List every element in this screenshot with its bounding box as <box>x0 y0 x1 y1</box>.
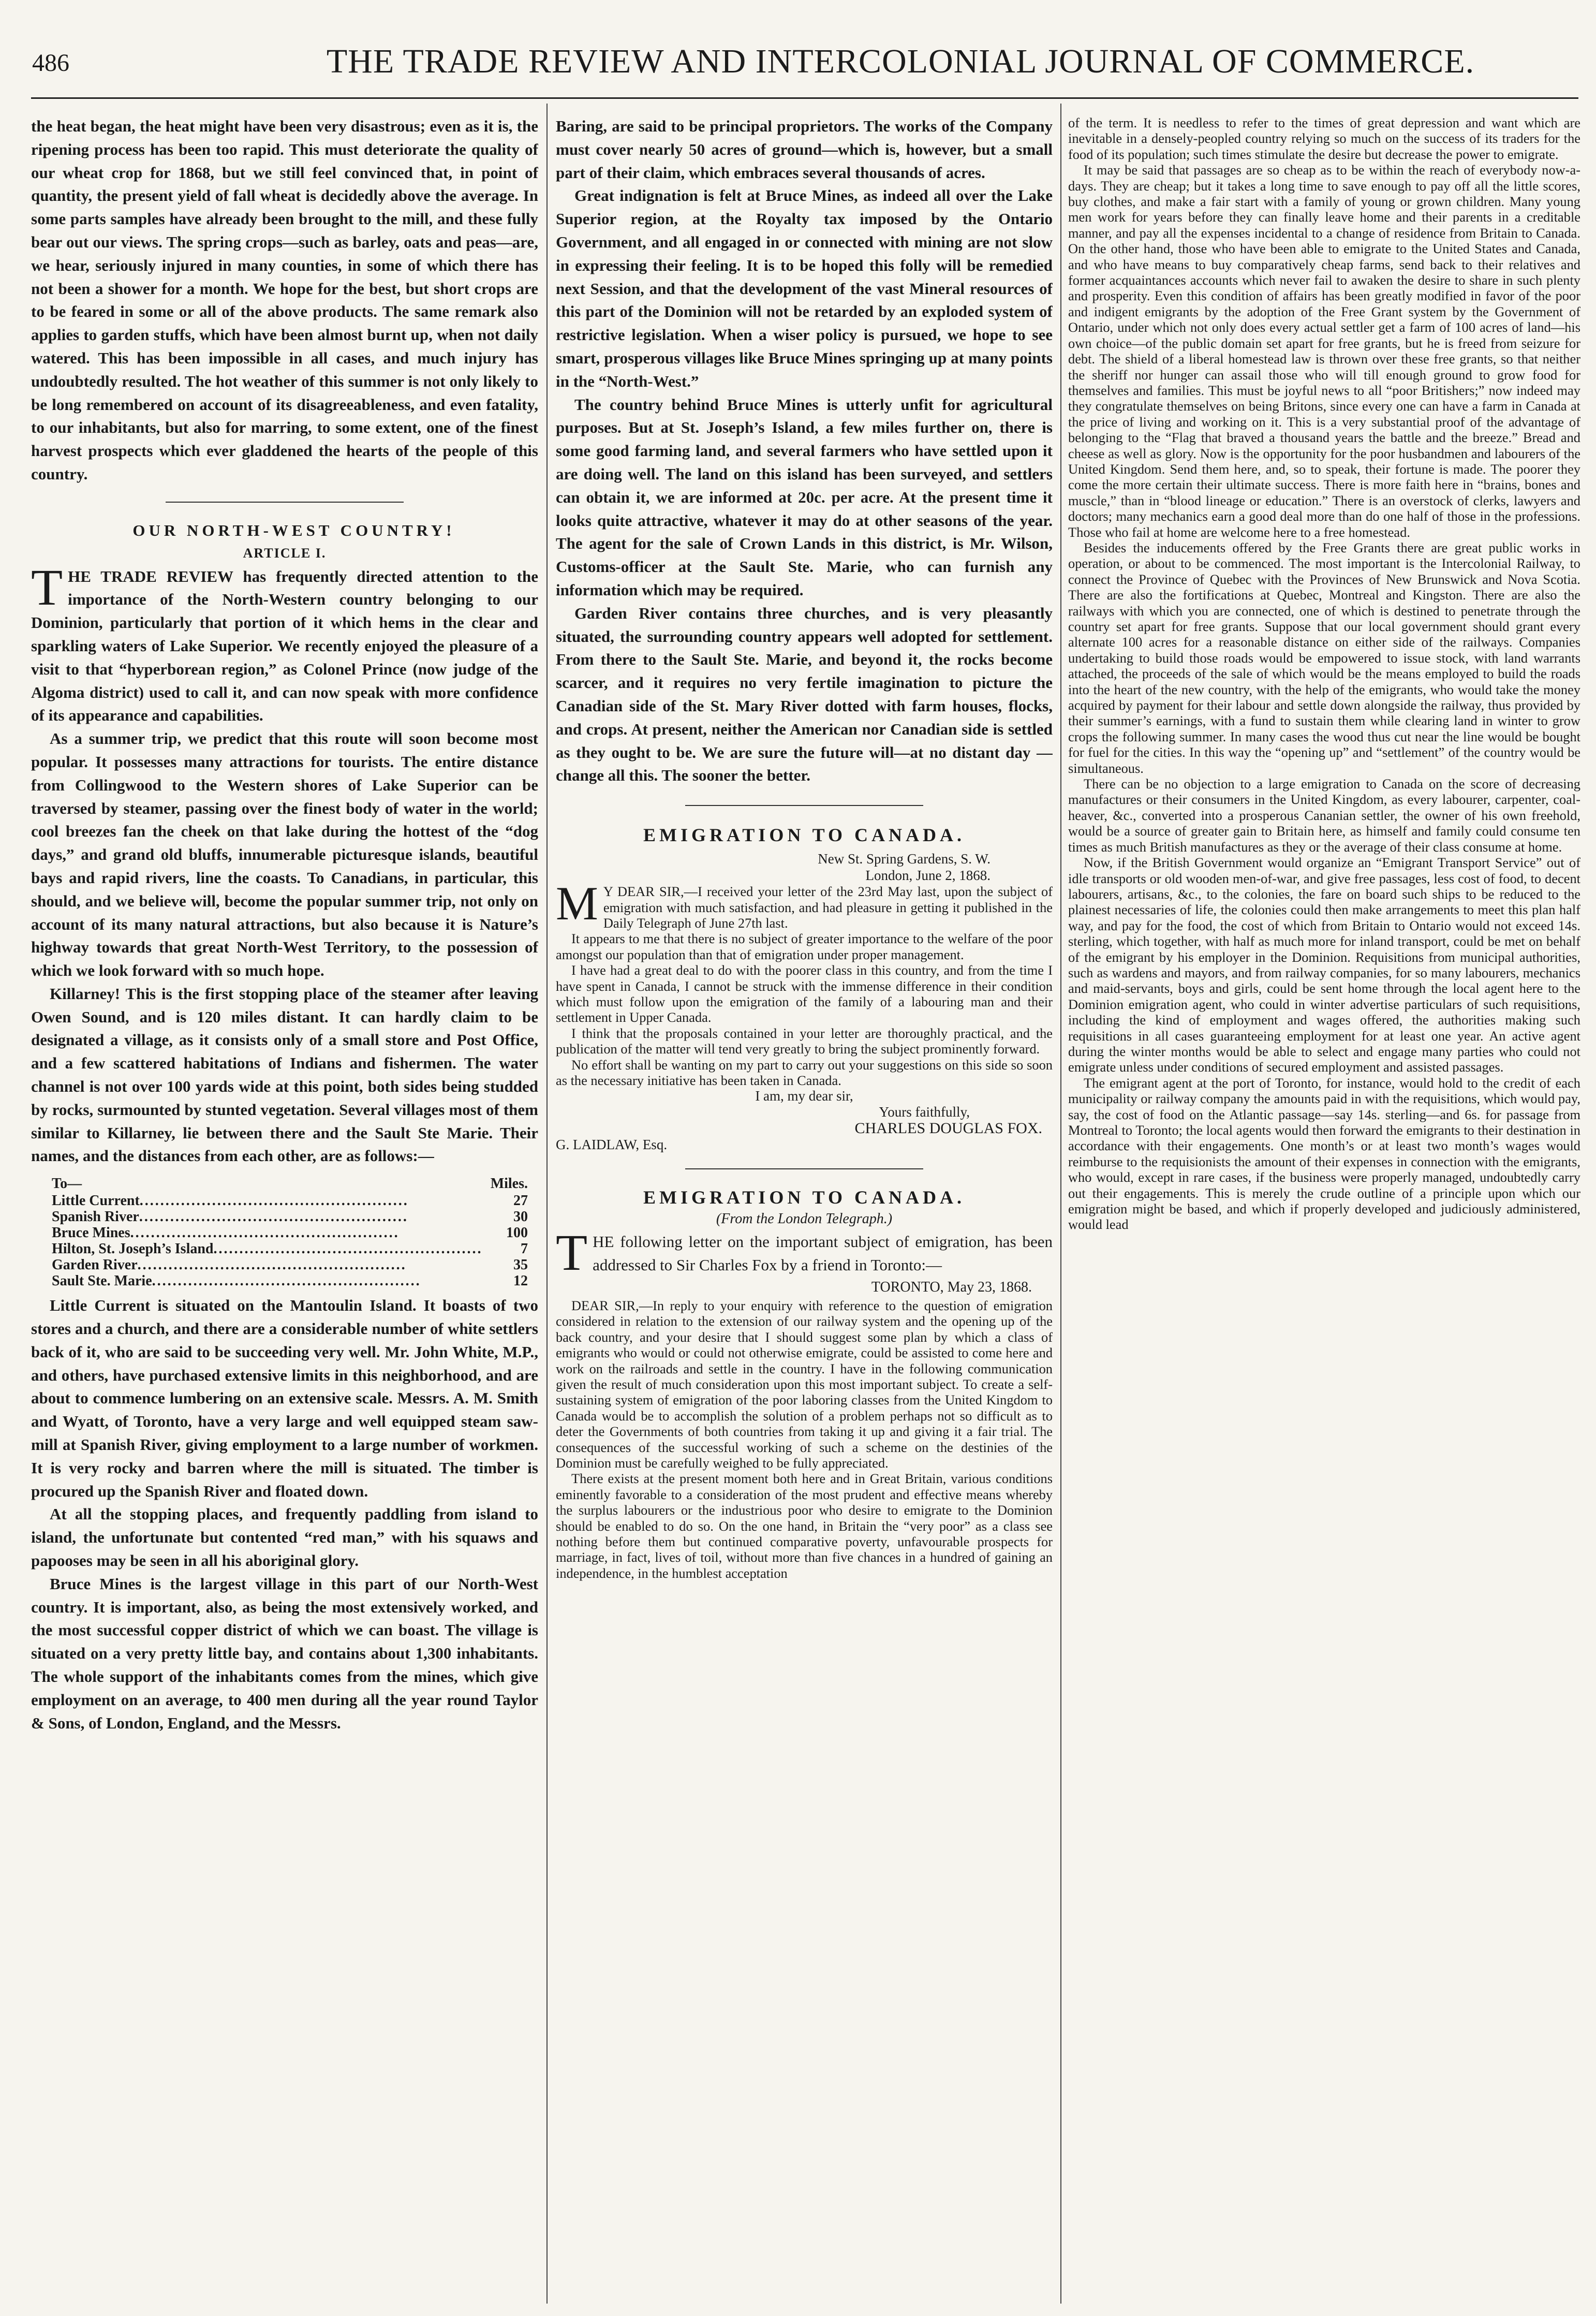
letter-2-continued-1: of the term. It is needless to refer to the times of great depression and want which are inevitable in a densely-peopled country relying so much on the success of its traders for the food of its population; such times stimulate the desire but decrease the power to emigrate. <box>1068 115 1580 162</box>
letter-1-paragraph-3: I have had a great deal to do with the poorer class in this country, and from the time I have spent in Canada, I cannot be struck with the immense difference in their condition which must follow upon the emigration of the family of a labouring man and their settlement in Upper Canada. <box>556 962 1053 1025</box>
north-west-paragraph-6: Bruce Mines is the largest village in this part of our North-West country. It is important, also, as being the most extensively worked, and the most successful copper district of which we can boast. The village is situated on a very pretty little bay, and contains about 1,300 inhabitants. The whole support of the inhabitants comes from the mines, which give employment on an average, to 400 men during all the year round Taylor & Sons, of London, England, and the Messrs. <box>31 1574 538 1732</box>
north-west-article-label: ARTICLE I. <box>243 545 327 561</box>
letter-1-paragraph-4: I think that the proposals contained in your letter are thoroughly practical, and the publication of the matter will tend very greatly to bring the subject prominently forward. <box>556 1025 1053 1057</box>
letter-2-paragraph-1: DEAR SIR,—In reply to your enquiry with reference to the question of emigration considered in relation to the extension of our railway system and the opening up of the back country, and your desire that I should suggest some plan by which a class of emigrants who would or could not otherwise emigrate, could be assisted to come here and work on the railroads and settle in the country. I have in the following communication given the result of much consideration upon this most important subject. To create a self-sustaining system of emigration of the poor laboring classes from the United Kingdom to Canada would be to accomplish the solution of a problem perhaps not so difficult as to deter the Governments of both countries from taking it up and giving it a fair trial. The consequences of the successful working of such a scheme on the destinies of the Dominion must be carefully weighed to be fully appreciated. <box>556 1297 1053 1471</box>
column-2 <box>556 115 1053 2302</box>
letter-1-signature: CHARLES DOUGLAS FOX. <box>854 1120 1042 1137</box>
letter-address-line-1: New St. Spring Gardens, S. W. <box>818 851 991 867</box>
table-to-label: To— <box>52 1176 82 1192</box>
letter-2-continued-3: Besides the inducements offered by the Free Grants there are great public works in operation, or about to be commenced. The most important is the Intercolonial Railway, to connect the Province of Quebec with the Provinces of New Brunswick and Nova Scotia. There are also the fortifications at Quebec, Montreal and Kingston. There are also the railways with which you are connected, one of which is destined to penetrate through the country set apart for free grants. Suppose that our local government should grant every alternate 100 acres for a reasonable distance on either side of the railways. Companies undertaking to build those roads would be empowered to issue stock, with land warrants attached, the proceeds of the sale of which would be the means employed to build the roads into the heart of the new country, with the help of the emigrants, who would take the money acquired by payment for their labour and settle down alongside the railway, thus provided by their summer’s earnings, with a fund to sustain them while clearing land in winter to grow crops the following summer. In many cases the wood thus cut near the line would be bought for fuel for the cities. In this way the “opening up” and “settlement” of the country would be simultaneous. <box>1068 539 1580 776</box>
letter-2-continued-5: Now, if the British Government would organize an “Emigrant Transport Service” out of idle transports or old wooden men-of-war, and give free passages, less cost of food, to decent labourers, artisans, &c., to the colonies, the fare on board such ships to be reduced to the plainest necessaries of life, the colonies could then make arrangements to meet this plan half way, and pay for the food, the cost of which from Britain to Ontario would not exceed 14s. sterling, which together, with half as much more for inland transport, could be met on behalf of the emigrant by his employer in the Dominion. Requisitions from municipal authorities, such as wardens and mayors, and from railway companies, for so many labourers, mechanics and maid-servants, boys and girls, could be sent home through the local agent here to the Dominion emigration agent, who could in winter advertise particulars of such requisitions, including the kind of employment and wages offered, the authorities making such requisitions in all cases guaranteeing employment for at least one year. An active agent during the winter months would be able to select and engage many parties who could not emigrate unless under conditions of secured employment and assisted passages. <box>1068 855 1580 1075</box>
north-west-continued-1: Baring, are said to be principal proprietors. The works of the Company must cover nearly 50 acres of ground—which is, however, but a small part of their claim, which embraces several thousands of acres. <box>556 117 1053 182</box>
table-row: Little Current .................................................... 27 <box>52 1193 528 1209</box>
emigration-headline-2: EMIGRATION TO CANADA. <box>643 1187 966 1208</box>
letter-2-dateline: TORONTO, May 23, 1868. <box>871 1279 1032 1295</box>
north-west-paragraph-4: Little Current is situated on the Mantoulin Island. It boasts of two stores and a church, and there are a considerable number of white settlers back of it, who are said to be succeeding very well. Mr. John White, M.P., and others, have purchased extensive limits in this neighborhood, and are about to commence lumbering on an extensive scale. Messrs. A. M. Smith and Wyatt, of Toronto, have a very large and well equipped steam saw-mill at Spanish River, giving employment to a large number of workmen. It is very rocky and barren where the mill is situated. The timber is procured up the Spanish River and floated down. <box>31 1296 538 1500</box>
table-row: Hilton, St. Joseph’s Island .................................................... 7 <box>52 1241 528 1257</box>
page-number: 486 <box>32 49 69 77</box>
table-row: Bruce Mines .................................................... 100 <box>52 1225 528 1241</box>
harvest-paragraph: the heat began, the heat might have been very disastrous; even as it is, the ripening process has been too rapid. This must deteriorate the quality of our wheat crop for 1868, but we still feel convinced that, in point of quantity, the present yield of fall wheat is decidedly above the average. In some parts samples have already been brought to the mill, and these fully bear out our views. The spring crops—such as barley, oats and peas—are, we hear, seriously injured in many counties, in some of which there has not been a shower for a month. We hope for the best, but short crops are to be feared in some or all of the above products. The same remark also applies to garden stuffs, which have been almost burnt up, when not daily watered. This has been impossible in all cases, and much injury has undoubtedly resulted. The hot weather of this summer is not only likely to be long remembered on account of its disagreeableness, and even fatality, to our inhabitants, but also for marring, to some extent, one of the finest harvest prospects which ever gladdened the hearts of the people of this country. <box>31 117 538 483</box>
dropcap: T <box>31 558 63 616</box>
letter-2-continued-2: It may be said that passages are so cheap as to be within the reach of everybody now-a-days. They are cheap; but it takes a long time to save enough to pay off all the little scores, buy clothes, and make a fair start with a family of young or grown children. Many young men work for years before they can finally leave home and their parents in a creditable manner, and pay all the expenses incidental to a change of residence from Britain to Canada. On the other hand, those who have been able to emigrate to the United States and Canada, and who have means to buy comparatively cheap farms, send back to their relatives and former acquaintances accounts which never fail to awaken the desire to share in such plenty and prosperity. Even this condition of affairs has been greatly modified in favor of the poor and indigent emigrants by the adoption of the Free Grant system by the Government of Ontario, under which not only does every actual settler get a farm of 100 acres of land—his own choice—of the public domain set apart for free grants, but he is freed from seizure for debt. The shield of a liberal homestead law is thrown over these free grants, so that neither the sheriff nor hunger can assail those who will till enough ground to grow food for themselves and families. This must be joyful news to all “poor Britishers;” now indeed may they congratulate themselves on being Britons, since every one can have a farm in Canada at the price of living and working on it. This is a very substantial proof of the advantage of belonging to the “Flag that braved a thousand years the battle and the breeze.” Bread and cheese as well as glory. Now is the opportunity for the poor husbandmen and labourers of the United Kingdom. Send them here, and, so to speak, their fortune is made. The poorer they come the more certain their ultimate success. There is more faith here in “brains, bones and muscle,” than in “blood lineage or education.” There is an overstock of clerks, lawyers and doctors; many mechanics earn a good deal more than do one half of those in the professions. Those who fail at home are welcome here to a free homestead. <box>1068 162 1580 540</box>
table-row: Sault Ste. Marie .................................................... 12 <box>52 1273 528 1289</box>
letter-2-continued-6: The emigrant agent at the port of Toronto, for instance, would hold to the credit of each municipality or railway company the amounts paid in with the requisitions, which would pay, say, the cost of food on the Atlantic passage—say 14s. sterling—and 6s. for passage from Montreal to Toronto; the local agents would then forward the emigrants to their destination in accordance with their engagements. One month’s or at least two month’s wages would reimburse to the requisionists the amount of their expenses in connection with the emigrants, who would, except in rare cases, if the business were properly managed, undoubtedly carry out their engagements. This is merely the crude outline of a principle upon which our emigration might be based, and which if properly developed and judiciously administered, would lead <box>1068 1075 1580 1233</box>
page-header <box>0 0 1596 78</box>
column-3 <box>1068 115 1580 2302</box>
letter-2-intro: THE following letter on the important subject of emigration, has been addressed to Sir Charles Fox by a friend in Toronto:— <box>556 1224 1053 1282</box>
north-west-paragraph-2: As a summer trip, we predict that this route will soon become most popular. It possesses many attractions for tourists. The entire distance from Collingwood to the Western shores of Lake Superior can be traversed by steamer, passing over the finest body of water in the world; cool breezes fan the cheek on that lake during the hottest of the “dog days,” and grand old bluffs, innumerable picturesque islands, beautiful bays and rapid rivers, line the coasts. To Canadians, in particular, this should, and we believe will, become the popular summer trip, not only on account of its many natural attractions, but also because it is Nature’s highway towards that great North-West Territory, to the possession of which we look forward with so much hope. <box>31 729 538 980</box>
emigration-headline-1: EMIGRATION TO CANADA. <box>643 825 966 846</box>
emigration-source: (From the London Telegraph.) <box>716 1211 893 1227</box>
north-west-continued-2: Great indignation is felt at Bruce Mines, as indeed all over the Lake Superior region, at the Royalty tax imposed by the Ontario Government, and all engaged in or connected with mining are not slow in expressing their feeling. It is to be hoped this folly will be remedied next Session, and that the development of the vast Mineral resources of this part of the Dominion will not be retarded by an exploded system of restrictive legislation. When a wiser policy is pursued, we hope to see smart, prosperous villages like Bruce Mines springing up at many points in the “North-West.” <box>556 186 1053 390</box>
north-west-paragraph-3: Killarney! This is the first stopping place of the steamer after leaving Owen Sound, and is 120 miles distant. It can hardly claim to be designated a village, as it consists only of a small store and Post Office, and a few scattered habitations of Indians and fishermen. The water channel is not over 100 yards wide at this point, both sides being studded by rocks, surmounted by stunted vegetation. Several villages most of them similar to Killarney, lie between there and the Sault Ste Marie. Their names, and the distances from each other, are as follows:— <box>31 984 538 1165</box>
dropcap: T <box>556 1224 588 1282</box>
table-miles-label: Miles. <box>490 1176 528 1192</box>
distance-table <box>31 1193 538 1289</box>
letter-1-closing: I am, my dear sir, <box>755 1088 853 1104</box>
header-rule <box>31 97 1578 99</box>
north-west-paragraph-5: At all the stopping places, and frequently paddling from island to island, the unfortunate but contented “red man,” with his squaws and papooses may be seen in all his aboriginal glory. <box>31 1505 538 1570</box>
letter-1-recipient: G. LAIDLAW, Esq. <box>556 1137 668 1153</box>
dropcap: M <box>556 877 598 930</box>
north-west-continued-4: Garden River contains three churches, and is very pleasantly situated, the surrounding country appears well adopted for settlement. From there to the Sault Ste. Marie, and beyond it, the rocks become scarcer, and it requires no very fertile imagination to picture the Canadian side of the St. Mary River dotted with farm houses, flocks, and crops. At present, neither the American nor Canadian side is settled as they ought to be. We are sure the future will—at no distant day —change all this. The sooner the better. <box>556 604 1053 785</box>
column-1 <box>31 115 538 2302</box>
table-row: Spanish River .................................................... 30 <box>52 1209 528 1225</box>
letter-1-paragraph-5: No effort shall be wanting on my part to carry out your suggestions on this side so soon as the necessary initiative has been taken in Canada. <box>556 1057 1053 1088</box>
letter-1-paragraph-1: M Y DEAR SIR,—I received your letter of the 23rd May last, upon the subject of emigration with much satisfaction, and had pleasure in getting it published in the Daily Telegraph of June 27th last. <box>556 877 1053 931</box>
page-title: THE TRADE REVIEW AND INTERCOLONIAL JOURNAL OF COMMERCE. <box>326 42 1475 80</box>
letter-1-paragraph-2: It appears to me that there is no subject of greater importance to the welfare of the poor amongst our population than that of emigration under proper management. <box>556 931 1053 962</box>
north-west-paragraph-1: THE TRADE REVIEW has frequently directed attention to the importance of the North-Western country belonging to our Dominion, particularly that portion of it which hems in the clear and sparkling waters of Lake Superior. We recently enjoyed the pleasure of a visit to that “hyperborean region,” as Colonel Prince (now judge of the Algoma district) used to call it, and can now speak with more confidence of its appearance and capabilities. <box>31 558 538 725</box>
letter-1-valediction: Yours faithfully, <box>879 1104 970 1120</box>
distance-table-header <box>31 1175 538 1193</box>
letter-2-continued-4: There can be no objection to a large emigration to Canada on the score of decreasing manufactures or their consumers in the United Kingdom, as every labourer, carpenter, coal-heaver, &c., converted into a prosperous Cananian settler, the owner of his own freehold, would be a source of greater gain to Britain here, as himself and family could consume ten times as much British manufactures as they or the average of their class consume at home. <box>1068 776 1580 855</box>
north-west-continued-3: The country behind Bruce Mines is utterly unfit for agricultural purposes. But at St. Joseph’s Island, a few miles further on, there is some good farming land, and several farmers who have settled upon it are doing well. The land on this island has been surveyed, and settlers can obtain it, we are informed at 20c. per acre. At the present time it looks quite attractive, whatever it may do at other seasons of the year. The agent for the sale of Crown Lands in this district, is Mr. Wilson, Customs-officer at the Sault Ste. Marie, who can furnish any information which may be required. <box>556 395 1053 599</box>
letter-address-line-2: London, June 2, 1868. <box>865 868 991 884</box>
letter-2-paragraph-2: There exists at the present moment both here and in Great Britain, various conditions eminently favorable to a consideration of the most prudent and effective means whereby the surplus labourers or the industrious poor who desire to emigrate to the Dominion should be enabled to do so. On the one hand, in Britain the “very poor” as a class see nothing before them but continued comparative poverty, unfavourable prospects for marriage, in fact, lives of toil, without more than five chances in a hundred of gaining an independence, in the humblest acceptation <box>556 1471 1053 1581</box>
column-divider-2 <box>1060 104 1061 2304</box>
north-west-headline: OUR NORTH-WEST COUNTRY! <box>132 521 455 539</box>
table-row: Garden River .................................................... 35 <box>52 1257 528 1273</box>
column-divider-1 <box>546 104 548 2304</box>
